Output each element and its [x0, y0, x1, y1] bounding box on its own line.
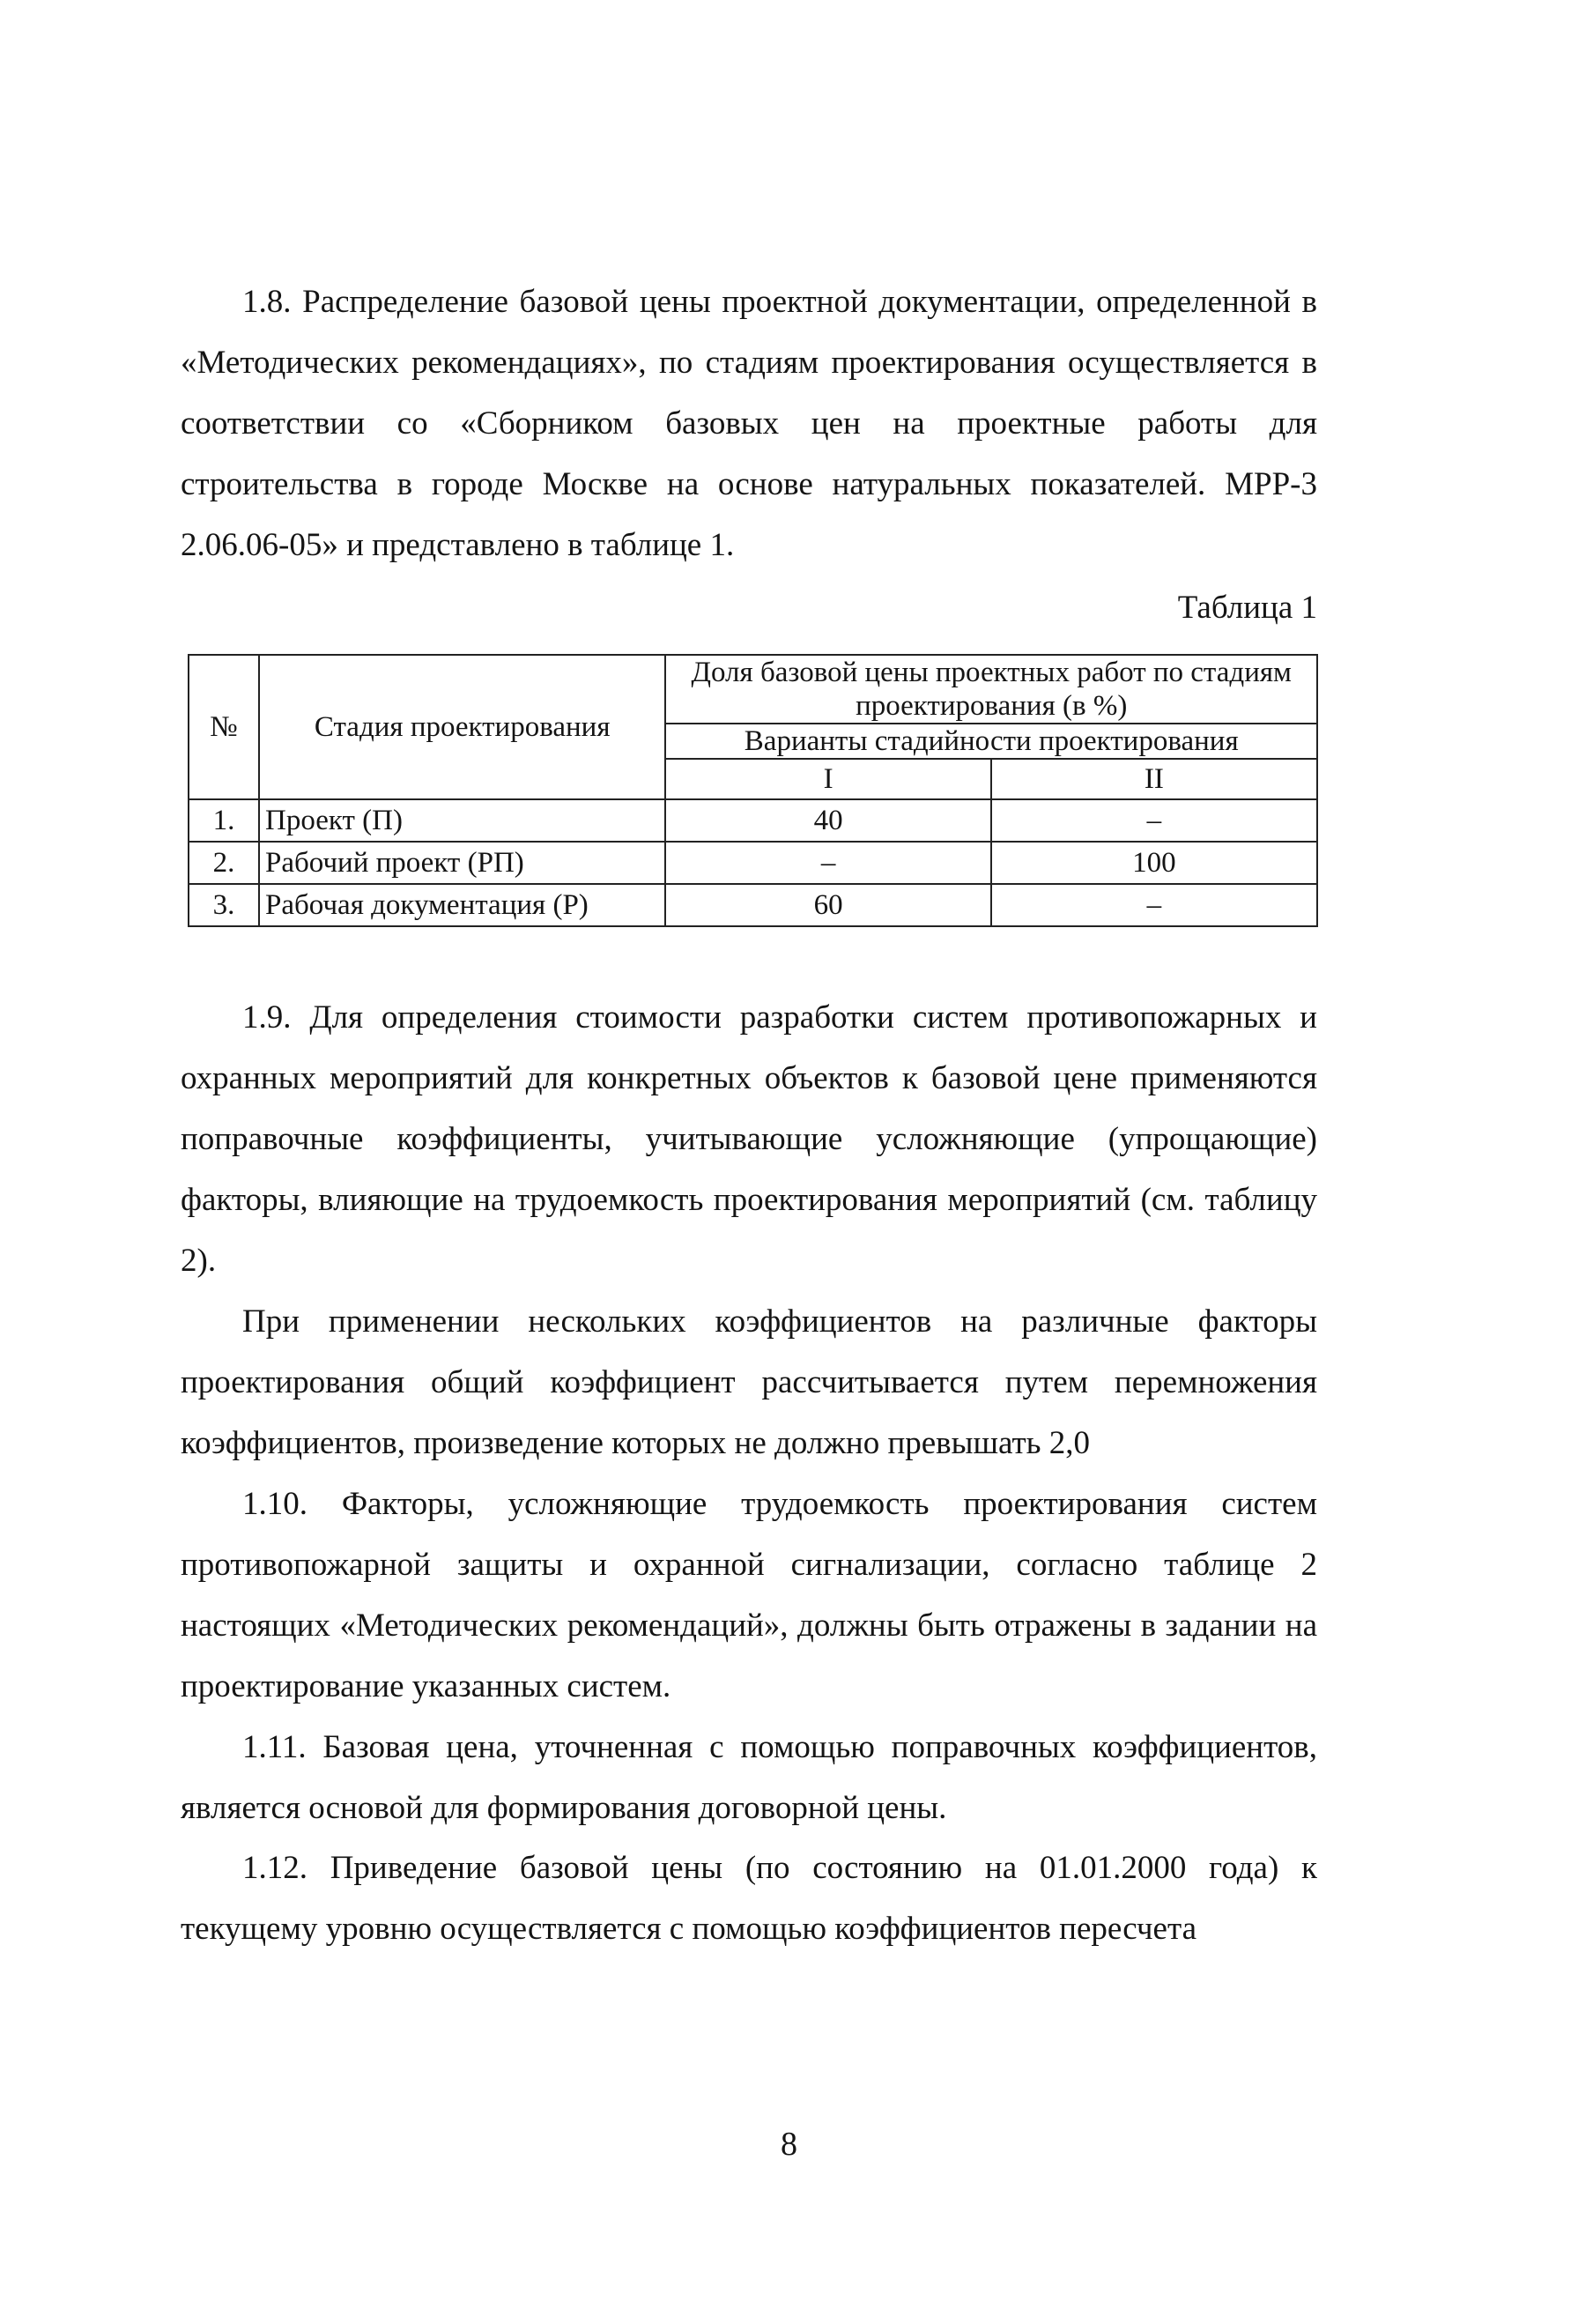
header-number: № [189, 655, 259, 799]
row-variant-i: 60 [665, 884, 990, 926]
table-1-caption: Таблица 1 [1177, 590, 1317, 626]
table-row [189, 884, 1317, 926]
page-number: 8 [781, 2126, 797, 2163]
header-variant-i: I [665, 759, 990, 799]
row-number: 2. [189, 842, 259, 884]
paragraph-1-9: 1.9. Для определения стоимости разработки систем противопожарных и охранных мероприятий для конкретных объектов к базовой цене применяются поправочные коэффициенты, учитывающие усложняющие (упрощающие) факторы, влияющие на трудоемкость проектирования мероприятий (см. таблицу 2). [181, 999, 1317, 1279]
paragraph-1-9-continued: При применении нескольких коэффициентов на различные факторы проектирования общий коэффициент рассчитывается путем перемножения коэффициентов, произведение которых не должно превышать 2,0 [181, 1303, 1317, 1461]
row-variant-i: – [665, 842, 990, 884]
paragraph-1-8: 1.8. Распределение базовой цены проектной документации, определенной в «Методических рекомендациях», по стадиям проектирования осуществляется в соответствии со «Сборником базовых цен на проектные работы для строительства в городе Москве на основе натуральных показателей. МРР-3 2.06.06-05» и представлено в таблице 1. [181, 284, 1317, 563]
row-variant-ii: – [991, 799, 1317, 842]
header-variant-ii: II [991, 759, 1317, 799]
row-stage: Рабочая документация (Р) [259, 884, 665, 926]
header-stage: Стадия проектирования [259, 655, 665, 799]
row-variant-ii: – [991, 884, 1317, 926]
row-stage: Рабочий проект (РП) [259, 842, 665, 884]
row-number: 3. [189, 884, 259, 926]
row-variant-ii: 100 [991, 842, 1317, 884]
paragraph-1-10: 1.10. Факторы, усложняющие трудоемкость проектирования систем противопожарной защиты и охранной сигнализации, согласно таблице 2 настоящих «Методических рекомендаций», должны быть отражены в задании на проектирование указанных систем. [181, 1486, 1317, 1704]
paragraph-1-12: 1.12. Приведение базовой цены (по состоянию на 01.01.2000 года) к текущему уровню осуществляется с помощью коэффициентов пересчета [181, 1850, 1317, 1947]
header-variants: Варианты стадийности проектирования [665, 724, 1317, 759]
row-stage: Проект (П) [259, 799, 665, 842]
table-1 [188, 654, 1318, 927]
paragraph-1-11: 1.11. Базовая цена, уточненная с помощью поправочных коэффициентов, является основой для формирования договорной цены. [181, 1729, 1317, 1826]
row-number: 1. [189, 799, 259, 842]
table-row [189, 799, 1317, 842]
row-variant-i: 40 [665, 799, 990, 842]
header-share: Доля базовой цены проектных работ по стадиям проектирования (в %) [665, 655, 1317, 724]
table-row [189, 842, 1317, 884]
